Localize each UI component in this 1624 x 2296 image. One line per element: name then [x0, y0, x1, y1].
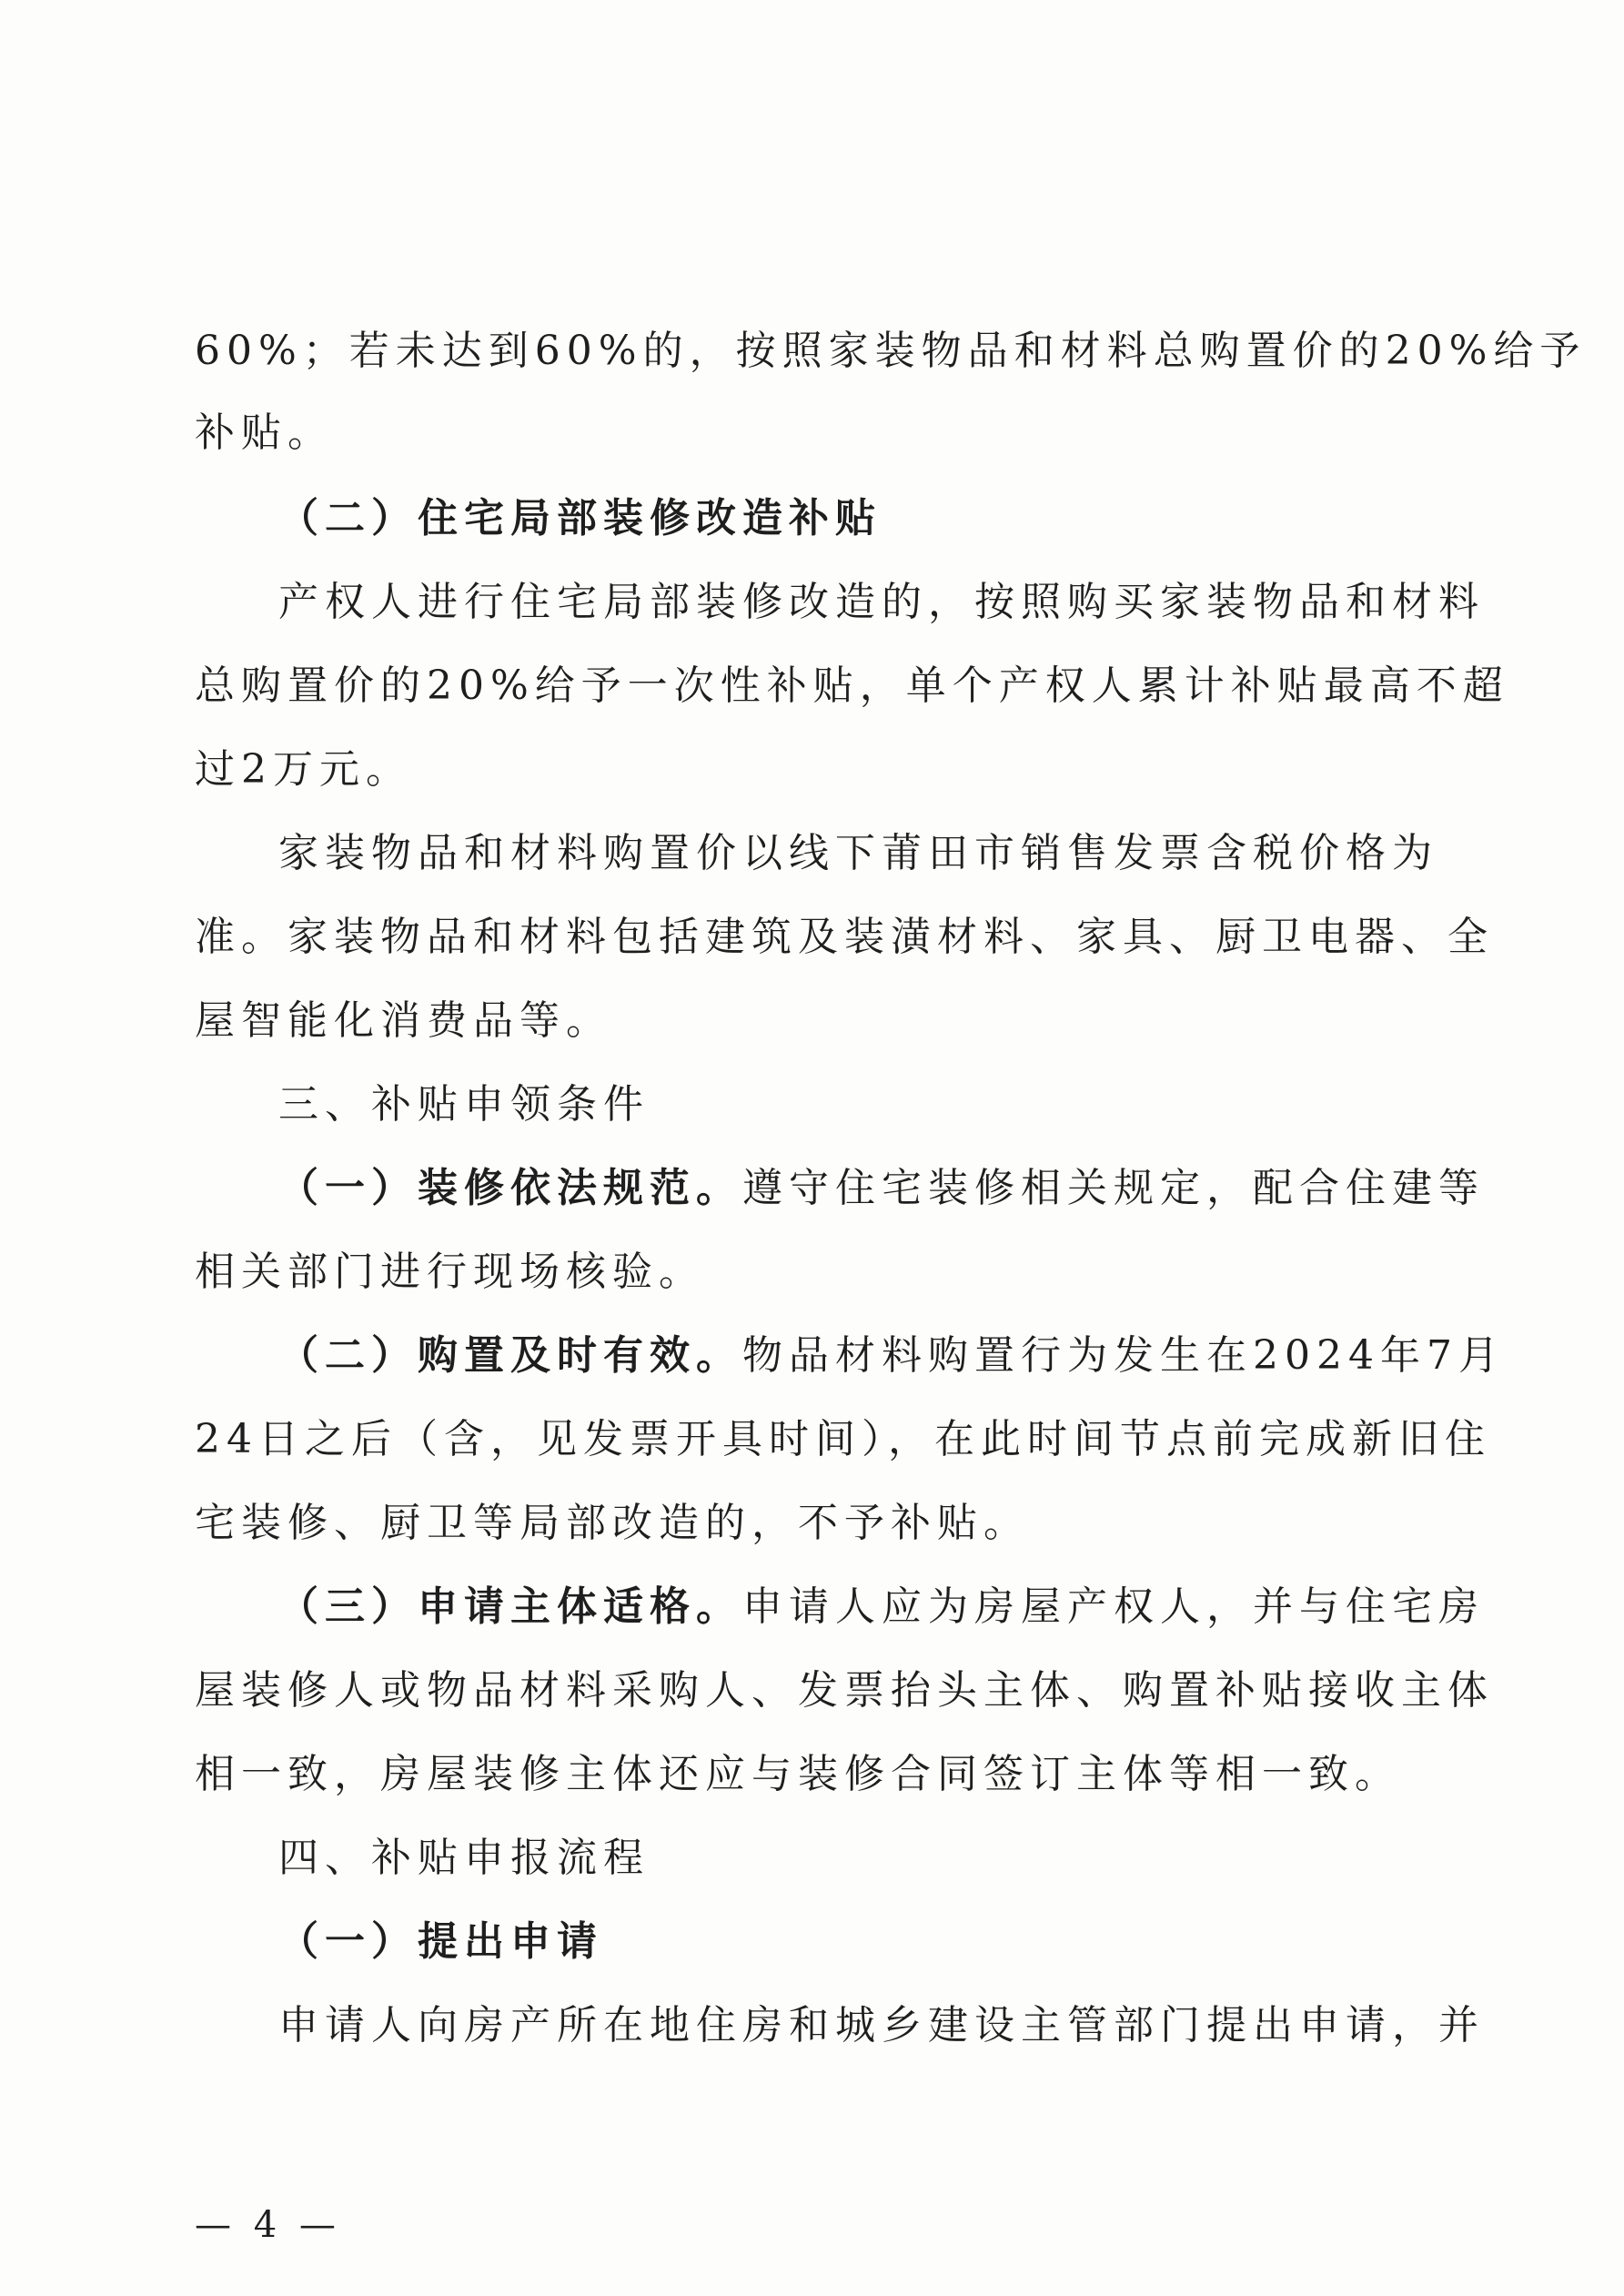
paragraph-line: 24日之后（含，见发票开具时间），在此时间节点前完成新旧住 [195, 1416, 1491, 1462]
paragraph-line: 60%；若未达到60%的，按照家装物品和材料总购置价的20%给予 [195, 328, 1587, 374]
clause-text: 遵守住宅装修相关规定，配合住建等 [742, 1165, 1485, 1211]
paragraph-line [278, 1580, 1485, 1634]
paragraph-line: 产权人进行住宅局部装修改造的，按照购买家装物品和材料 [278, 579, 1485, 625]
paragraph-line: 屋装修人或物品材料采购人、发票抬头主体、购置补贴接收主体 [195, 1667, 1494, 1714]
paragraph-line: 补贴。 [195, 410, 334, 456]
paragraph-line: 总购置价的20%给予一次性补贴，单个产权人累计补贴最高不超 [195, 663, 1509, 709]
section-heading: 四、补贴申报流程 [278, 1835, 650, 1881]
clause-title: （二）购置及时有效。 [278, 1332, 742, 1379]
clause-text: 申请人应为房屋产权人，并与住宅房 [742, 1583, 1485, 1630]
clause-text: 物品材料购置行为发生在2024年7月 [742, 1332, 1505, 1379]
clause-title: （三）申请主体适格。 [278, 1583, 742, 1630]
page-number: — 4 — [195, 2204, 341, 2246]
paragraph-line [278, 1161, 1485, 1216]
section-heading: 三、补贴申领条件 [278, 1081, 650, 1128]
clause-title: （一）装修依法规范。 [278, 1165, 742, 1211]
paragraph-line: 屋智能化消费品等。 [195, 997, 612, 1044]
paragraph-line: 相关部门进行现场核验。 [195, 1249, 705, 1295]
paragraph-line: 家装物品和材料购置价以线下莆田市销售发票含税价格为 [278, 830, 1438, 876]
paragraph-line: 宅装修、厨卫等局部改造的，不予补贴。 [195, 1500, 1030, 1546]
paragraph-line: 相一致，房屋装修主体还应与装修合同签订主体等相一致。 [195, 1751, 1401, 1797]
paragraph-line: 准。家装物品和材料包括建筑及装潢材料、家具、厨卫电器、全 [195, 914, 1494, 960]
paragraph-line: 过2万元。 [195, 746, 412, 793]
paragraph-line: 申请人向房产所在地住房和城乡建设主管部门提出申请，并 [278, 2002, 1485, 2048]
paragraph-line [278, 1329, 1505, 1383]
section-heading: （一）提出申请 [278, 1918, 603, 1965]
section-heading: （二）住宅局部装修改造补贴 [278, 495, 882, 541]
